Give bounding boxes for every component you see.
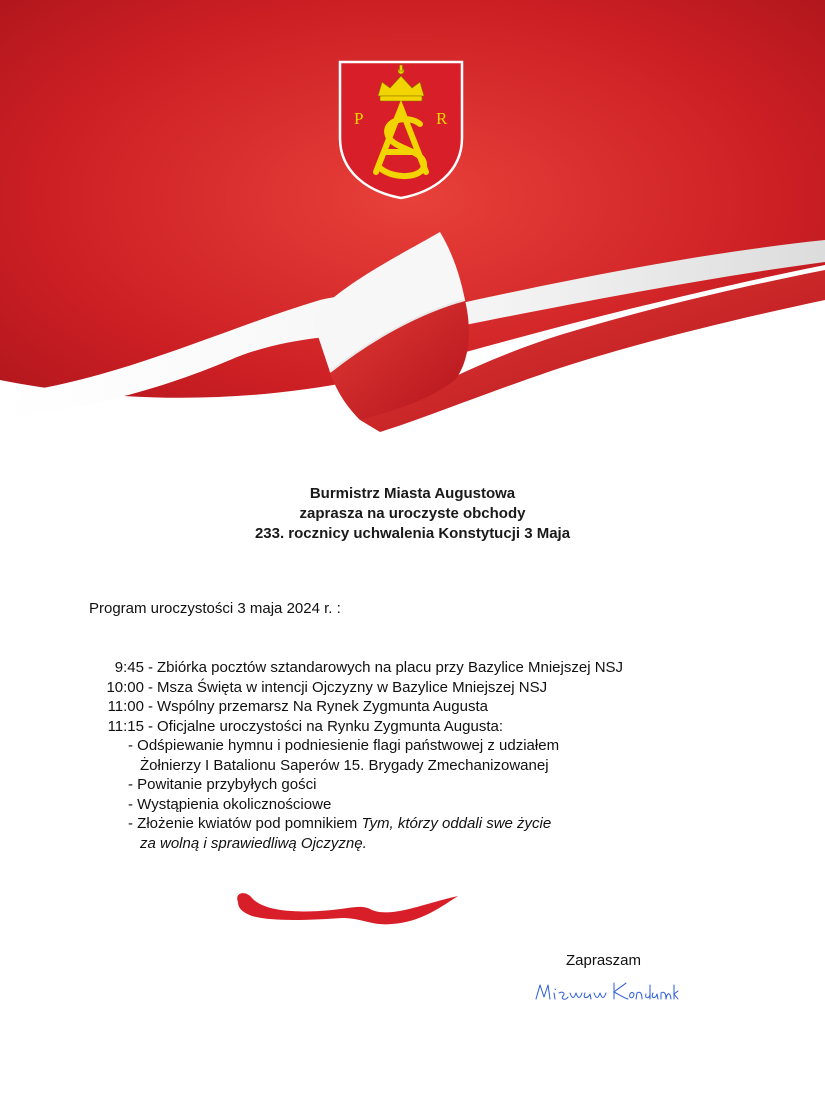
closing-text: Zapraszam [566,952,642,969]
schedule-text: Wspólny przemarsz Na Rynek Zygmunta Augusta [157,698,488,715]
subitem-speeches: - Wystąpienia okolicznościowe [128,795,332,813]
subitem-anthem-continued: Żołnierzy I Batalionu Saperów 15. Brygady Zmechanizowanej [140,756,549,774]
schedule-row [90,678,730,698]
schedule-time: 11:00 [107,698,144,715]
schedule-separator: - [148,717,153,735]
schedule-time: 11:15 [107,717,144,735]
subitem-flowers-prefix: - Złożenie kwiatów pod pomnikiem [128,815,362,832]
schedule-text: Msza Święta w intencji Ojczyzny w Bazylice Mniejszej NSJ [157,678,548,696]
coat-of-arms [338,60,464,200]
schedule-text: Oficjalne uroczystości na Rynku Zygmunta Augusta: [157,717,503,735]
schedule-row [90,697,730,717]
invitation-heading [0,484,825,544]
subitem-welcome: - Powitanie przybyłych gości [128,776,317,793]
heading-line-2: zaprasza na uroczyste obchody [299,505,526,522]
subitem-anthem: - Odśpiewanie hymnu i podniesienie flagi państwowej z udziałem [128,737,560,754]
subitem-flowers [128,814,730,834]
program-heading: Program uroczystości 3 maja 2024 r. : [89,600,341,617]
crest-letter-p: P [354,109,364,128]
decorative-swoosh [232,888,462,930]
crest-letter-r: R [436,109,448,128]
heading-line-3: 233. rocznicy uchwalenia Konstytucji 3 Maja [254,525,571,542]
schedule-time: 9:45 [114,659,144,676]
subitem-flowers-italic: Tym, którzy oddali swe życie [361,815,552,832]
schedule-text: Zbiórka pocztów sztandarowych na placu przy Bazylice Mniejszej NSJ [157,659,624,676]
schedule-time: 10:00 [106,678,144,696]
schedule-separator: - [148,659,153,676]
heading-line-1: Burmistrz Miasta Augustowa [309,485,516,502]
subitem-flowers-continued: za wolną i sprawiedliwą Ojczyznę. [140,834,367,852]
signature [530,975,680,1010]
schedule-separator: - [148,698,153,715]
schedule-row [90,717,730,737]
schedule-row [90,658,730,678]
schedule-list [90,658,730,853]
schedule-separator: - [148,678,153,696]
